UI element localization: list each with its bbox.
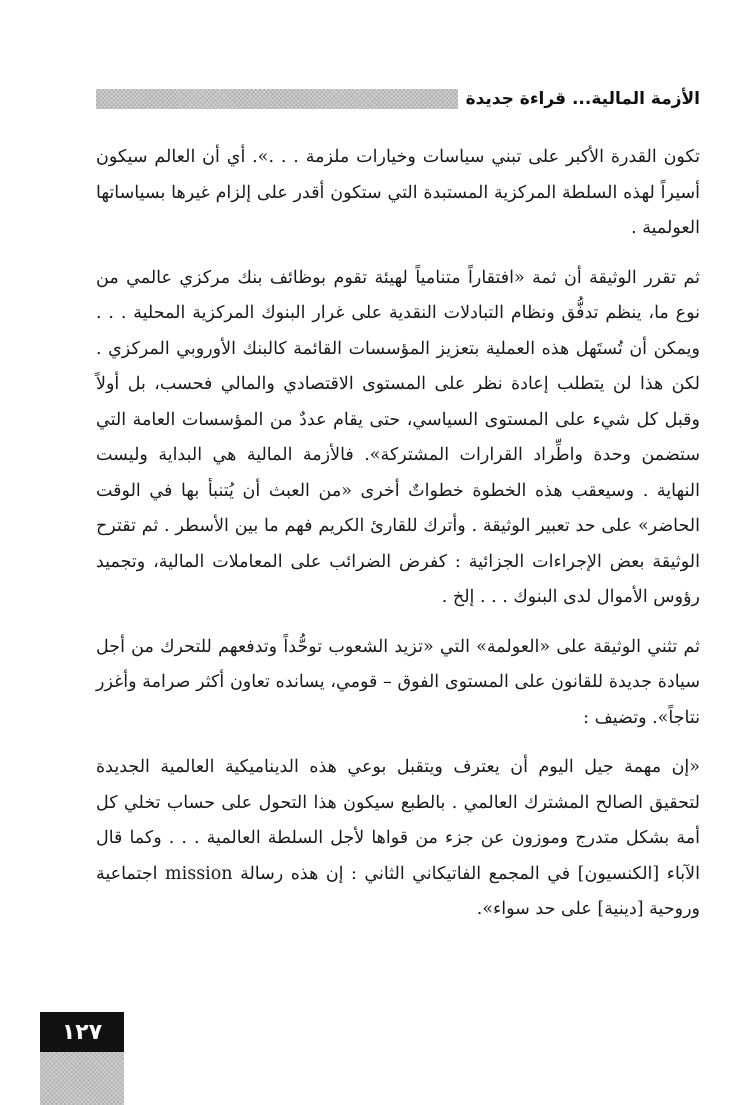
- page-number: ١٢٧: [40, 1012, 124, 1052]
- paragraph-3: ثم تثني الوثيقة على «العولمة» التي «تزيد الشعوب توحُّداً وتدفعهم للتحرك من أجل سيادة جديدة للقانون على المستوى الفوق – قومي، يسانده تعاون أكثر صرامة وأغزر نتاجاً». وتضيف :: [96, 636, 700, 728]
- page-number-decorative-strip: [40, 1052, 124, 1105]
- running-header-title: الأزمة المالية... قراءة جديدة: [465, 89, 700, 109]
- paragraph-2: ثم تقرر الوثيقة أن ثمة «افتقاراً متنامياً لهيئة تقوم بوظائف بنك مركزي عالمي من نوع ما، ينظم تدفُّق ونظام التبادلات النقدية على غرار البنوك المركزية المحلية . . . ويمكن أن تُستَهل هذه العملية بتعزيز المؤسسات القائمة كالبنك الأوروبي المركزي . لكن هذا لن يتطلب إعادة نظر على المستوى الاقتصادي والمالي فحسب، بل أولاً وقبل كل شيء على المستوى السياسي، حتى يقام عددٌ من المؤسسات العامة التي ستضمن وحدة واطِّراد القرارات المشتركة». فالأزمة المالية هي البداية وليست النهاية . وسيعقب هذه الخطوة خطواتٌ أخرى «من العبث أن يُتنبأ بها في الوقت الحاضر» على حد تعبير الوثيقة . وأترك للقارئ الكريم فهم ما بين الأسطر . ثم تقترح الوثيقة بعض الإجراءات الجزائية : كفرض الضرائب على المعاملات المالية، وتجميد رؤوس الأموال لدى البنوك . . . إلخ .: [96, 267, 700, 607]
- page-body: [96, 140, 700, 942]
- paragraph-4-quote: «إن مهمة جيل اليوم أن يعترف ويتقبل بوعي هذه الديناميكية العالمية الجديدة لتحقيق الصالح المشترك العالمي . بالطبع سيكون هذا التحول على حساب تخلي كل أمة بشكل متدرج وموزون عن جزء من قواها لأجل السلطة العالمية . . . وكما قال الآباء [الكنسيون] في المجمع الفاتيكاني الثاني : إن هذه رسالة mission اجتماعية وروحية [دينية] على حد سواء».: [96, 757, 700, 919]
- header-decorative-band: [96, 89, 458, 109]
- running-header: [96, 86, 700, 112]
- paragraph-1: تكون القدرة الأكبر على تبني سياسات وخيارات ملزمة . . .». أي أن العالم سيكون أسيراً لهذه السلطة المركزية المستبدة التي ستكون أقدر على إلزام غيرها بسياساتها العولمية .: [96, 147, 700, 238]
